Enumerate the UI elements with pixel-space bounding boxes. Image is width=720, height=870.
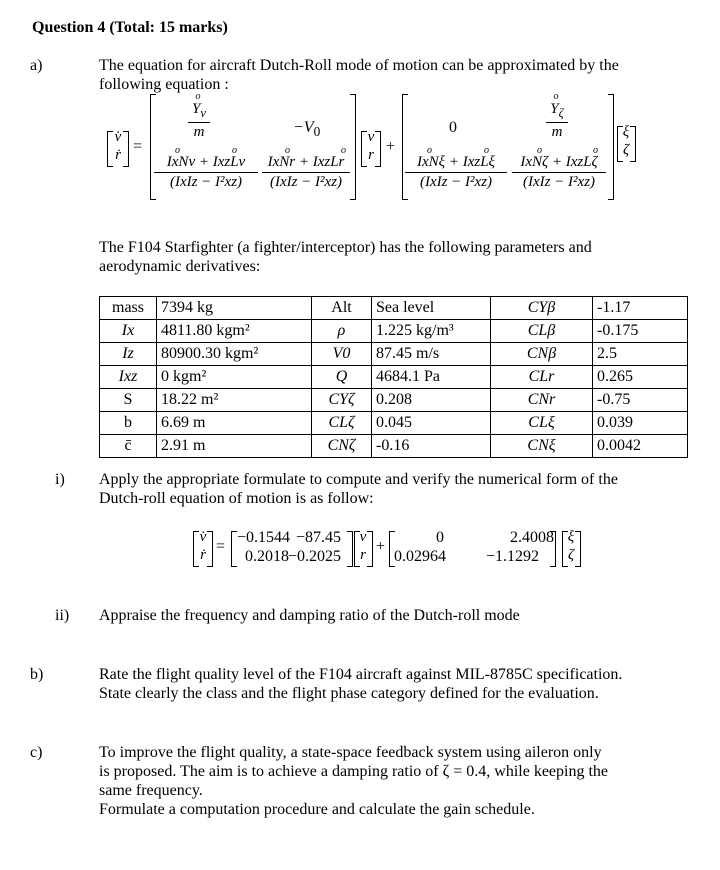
eq-sign: = <box>133 138 143 155</box>
table-cell: CNr <box>491 389 593 412</box>
part-c-line2: is proposed. The aim is to achieve a damping ratio of ζ = 0.4, while keeping the <box>99 763 609 780</box>
table-cell: 87.45 m/s <box>372 343 491 366</box>
eq-sign: = <box>216 538 226 555</box>
table-cell: -0.16 <box>372 435 491 458</box>
part-a-label: a) <box>30 57 43 74</box>
table-cell: 18.22 m² <box>157 389 312 412</box>
table-cell: CNζ <box>312 435 372 458</box>
accent-o: o <box>537 145 542 156</box>
part-a-intro-line1: The equation for aircraft Dutch-Roll mode of motion can be approximated by the <box>99 57 619 74</box>
accent-o: o <box>285 145 290 156</box>
table-cell: CLβ <box>491 320 593 343</box>
part-b-label: b) <box>30 666 44 683</box>
lhs-vdot: v̇ <box>199 529 207 545</box>
parameter-table <box>99 296 688 458</box>
symbolic-equation <box>0 0 720 200</box>
part-a-intro-line2: following equation : <box>99 76 229 93</box>
sub-i-label: i) <box>55 471 65 488</box>
accent-o: o <box>175 145 180 156</box>
accent-o: o <box>232 145 237 156</box>
table-cell: CYζ <box>312 389 372 412</box>
table-cell: b <box>100 412 157 435</box>
state-r: r <box>360 547 366 563</box>
f104-line1: The F104 Starfighter (a fighter/interceptor) has the following parameters and <box>99 239 592 256</box>
plus-sign: + <box>376 538 386 555</box>
table-cell: Ixz <box>100 366 157 389</box>
a11-fraction: $Y_v$ m <box>188 101 210 141</box>
sub-ii-text: Appraise the frequency and damping ratio of the Dutch-roll mode <box>99 607 520 624</box>
input-xi: ξ <box>622 124 630 140</box>
part-b-line1: Rate the flight quality level of the F104 aircraft against MIL-8785C specification. <box>99 666 623 683</box>
b21-fraction: IxNξ + IxzLξ (IxIz − I²xz) <box>405 154 507 191</box>
a22-number: −0.2025 <box>288 548 342 565</box>
table-cell: CLζ <box>312 412 372 435</box>
table-cell: 2.5 <box>593 343 688 366</box>
table-cell: S <box>100 389 157 412</box>
a21-fraction: IxNv + IxzLv (IxIz − I²xz) <box>154 154 258 191</box>
b21-number: 0.02964 <box>394 548 446 565</box>
b11-number: 0 <box>436 529 444 546</box>
accent-o: o <box>553 91 559 102</box>
table-cell: Ix <box>100 320 157 343</box>
table-cell: 0 kgm² <box>157 366 312 389</box>
a21-number: 0.2018 <box>245 548 289 565</box>
table-cell: 1.225 kg/m³ <box>372 320 491 343</box>
table-row <box>100 320 688 343</box>
table-cell: c̄ <box>100 435 157 458</box>
a12-value: $-V_0$ <box>293 119 321 140</box>
b22-fraction: IxNζ + IxzLζ (IxIz − I²xz) <box>512 154 606 191</box>
table-row <box>100 366 688 389</box>
table-cell: 0.039 <box>593 412 688 435</box>
input-zeta: ζ <box>567 547 575 563</box>
input-zeta: ζ <box>622 142 630 158</box>
accent-o: o <box>195 91 201 102</box>
accent-o: o <box>484 145 489 156</box>
table-cell: -0.175 <box>593 320 688 343</box>
table-cell: CLr <box>491 366 593 389</box>
accent-o: o <box>427 145 432 156</box>
lhs-vdot: v̇ <box>114 129 122 145</box>
table-cell: mass <box>100 297 157 320</box>
table-cell: 4811.80 kgm² <box>157 320 312 343</box>
a22-fraction: IxNr + IxzLr (IxIz − I²xz) <box>262 154 350 191</box>
table-cell: ρ <box>312 320 372 343</box>
table-cell: CNβ <box>491 343 593 366</box>
table-cell: 6.69 m <box>157 412 312 435</box>
state-v: v <box>359 529 367 545</box>
table-row <box>100 412 688 435</box>
table-cell: 0.045 <box>372 412 491 435</box>
table-cell: Sea level <box>372 297 491 320</box>
state-v: v <box>367 129 375 145</box>
input-xi: ξ <box>567 529 575 545</box>
table-cell: CYβ <box>491 297 593 320</box>
table-cell: Alt <box>312 297 372 320</box>
table-cell: 7394 kg <box>157 297 312 320</box>
sub-ii-label: ii) <box>55 607 70 624</box>
lhs-rdot: ṙ <box>115 147 121 163</box>
part-b-line2: State clearly the class and the flight phase category defined for the evaluation. <box>99 685 599 702</box>
b12-fraction: $Y_\zeta$ m <box>546 101 568 141</box>
table-cell: 4684.1 Pa <box>372 366 491 389</box>
table-cell: 2.91 m <box>157 435 312 458</box>
b11-value: 0 <box>449 119 457 136</box>
table-cell: Q <box>312 366 372 389</box>
sub-i-line1: Apply the appropriate formulate to compute and verify the numerical form of the <box>99 471 618 488</box>
plus-sign: + <box>386 138 396 155</box>
a11-number: −0.1544 <box>237 529 291 546</box>
table-cell: CLξ <box>491 412 593 435</box>
table-cell: 0.208 <box>372 389 491 412</box>
a12-number: −87.45 <box>296 529 342 546</box>
part-c-line4: Formulate a computation procedure and calculate the gain schedule. <box>99 801 535 818</box>
table-cell: -0.75 <box>593 389 688 412</box>
b12-number: 2.4008 <box>510 529 554 546</box>
table-row <box>100 297 688 320</box>
table-cell: -1.17 <box>593 297 688 320</box>
accent-o: o <box>593 145 598 156</box>
sub-i-line2: Dutch-roll equation of motion is as follow: <box>99 490 374 507</box>
f104-line2: aerodynamic derivatives: <box>99 258 261 275</box>
part-c-line1: To improve the flight quality, a state-space feedback system using aileron only <box>99 744 602 761</box>
table-cell: 0.0042 <box>593 435 688 458</box>
b22-number: −1.1292 <box>486 548 540 565</box>
table-cell: Iz <box>100 343 157 366</box>
table-cell: CNξ <box>491 435 593 458</box>
part-c-label: c) <box>30 744 43 761</box>
accent-o: o <box>341 145 346 156</box>
table-cell: V0 <box>312 343 372 366</box>
table-cell: 80900.30 kgm² <box>157 343 312 366</box>
question-title: Question 4 (Total: 15 marks) <box>32 19 228 36</box>
table-row <box>100 389 688 412</box>
lhs-rdot: ṙ <box>200 547 206 563</box>
table-row <box>100 343 688 366</box>
state-r: r <box>368 147 374 163</box>
table-row <box>100 435 688 458</box>
table-cell: 0.265 <box>593 366 688 389</box>
part-c-line3: same frequency. <box>99 782 203 799</box>
